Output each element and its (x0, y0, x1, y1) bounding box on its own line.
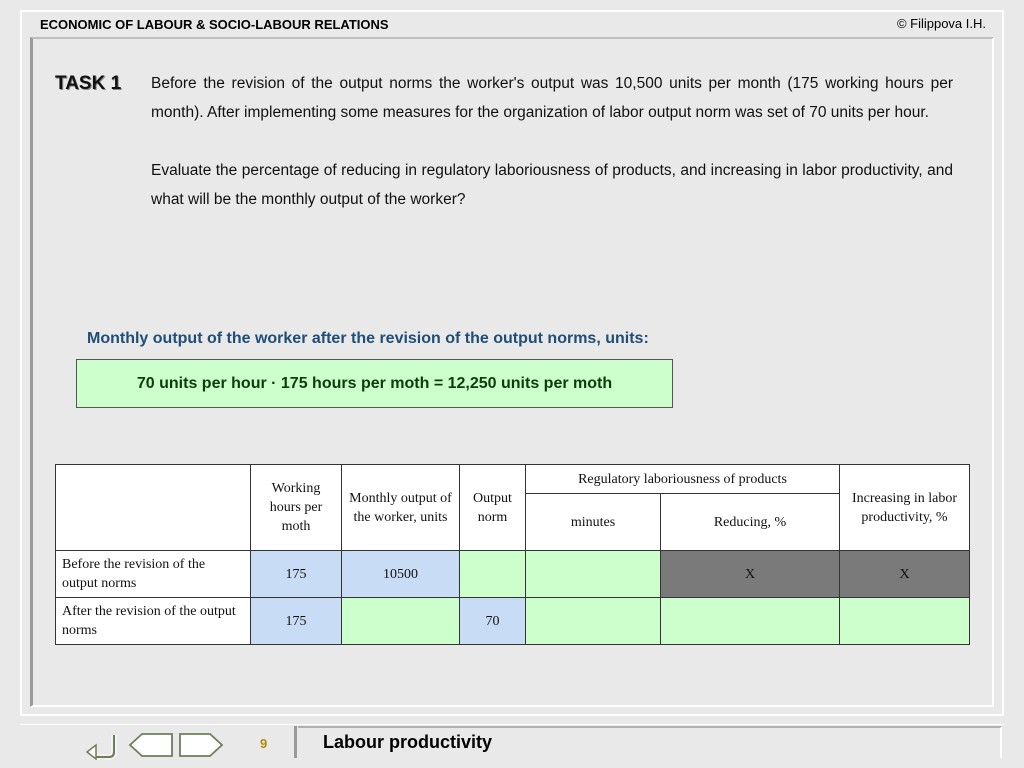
header-increasing-productivity: Increasing in labor productivity, % (840, 465, 970, 551)
task-label: TASK 1 (55, 73, 122, 94)
formula-box (76, 359, 673, 408)
footer-separator (294, 726, 297, 758)
footer-title: Labour productivity (323, 732, 493, 752)
cell-minutes[interactable] (526, 598, 661, 645)
arrow-left-icon (128, 732, 174, 758)
course-title: ECONOMIC OF LABOUR & SOCIO-LABOUR RELATIONS (40, 17, 389, 32)
row-label: Before the revision of the output norms (56, 551, 251, 598)
page-number: 9 (260, 736, 268, 751)
cell-increasing[interactable] (840, 598, 970, 645)
header-monthly-output: Monthly output of the worker, units (342, 465, 460, 551)
data-table (55, 464, 970, 645)
header-laboriousness: Regulatory laboriousness of products (526, 465, 840, 494)
header-working-hours: Working hours per moth (251, 465, 342, 551)
header-reducing: Reducing, % (661, 494, 840, 551)
header-output-norm: Output norm (460, 465, 526, 551)
cell-monthly[interactable] (342, 598, 460, 645)
table-corner-cell (56, 465, 251, 551)
table-row (56, 598, 970, 645)
formula-text: 70 units per hour · 175 hours per moth = 12,250 units per moth (136, 374, 613, 392)
cell-monthly: 10500 (342, 551, 460, 598)
task-paragraph-1: Before the revision of the output norms the worker's output was 10,500 units per month (175 working hours per month). After implementing some measures for the organization of labor output norm was set of 70 units per hour. (151, 75, 953, 121)
footer-divider (20, 724, 1004, 725)
cell-minutes[interactable] (526, 551, 661, 598)
cell-reducing[interactable] (661, 598, 840, 645)
cell-hours: 175 (251, 598, 342, 645)
table-row (56, 551, 970, 598)
row-label: After the revision of the output norms (56, 598, 251, 645)
next-button[interactable] (178, 732, 224, 758)
previous-button[interactable] (128, 732, 174, 758)
arrow-right-icon (178, 732, 224, 758)
cell-hours: 175 (251, 551, 342, 598)
task-paragraph-2: Evaluate the percentage of reducing in regulatory laboriousness of products, and increasing in labor productivity, and what will be the monthly output of the worker? (151, 162, 953, 208)
task-text (151, 69, 953, 243)
cell-reducing: X (661, 551, 840, 598)
cell-norm: 70 (460, 598, 526, 645)
header-minutes: minutes (526, 494, 661, 551)
result-heading: Monthly output of the worker after the revision of the output norms, units: (87, 330, 649, 347)
copyright-text: © Filippova I.H. (896, 16, 986, 31)
return-button[interactable] (84, 732, 122, 760)
cell-norm[interactable] (460, 551, 526, 598)
return-icon (84, 732, 122, 760)
cell-increasing: X (840, 551, 970, 598)
